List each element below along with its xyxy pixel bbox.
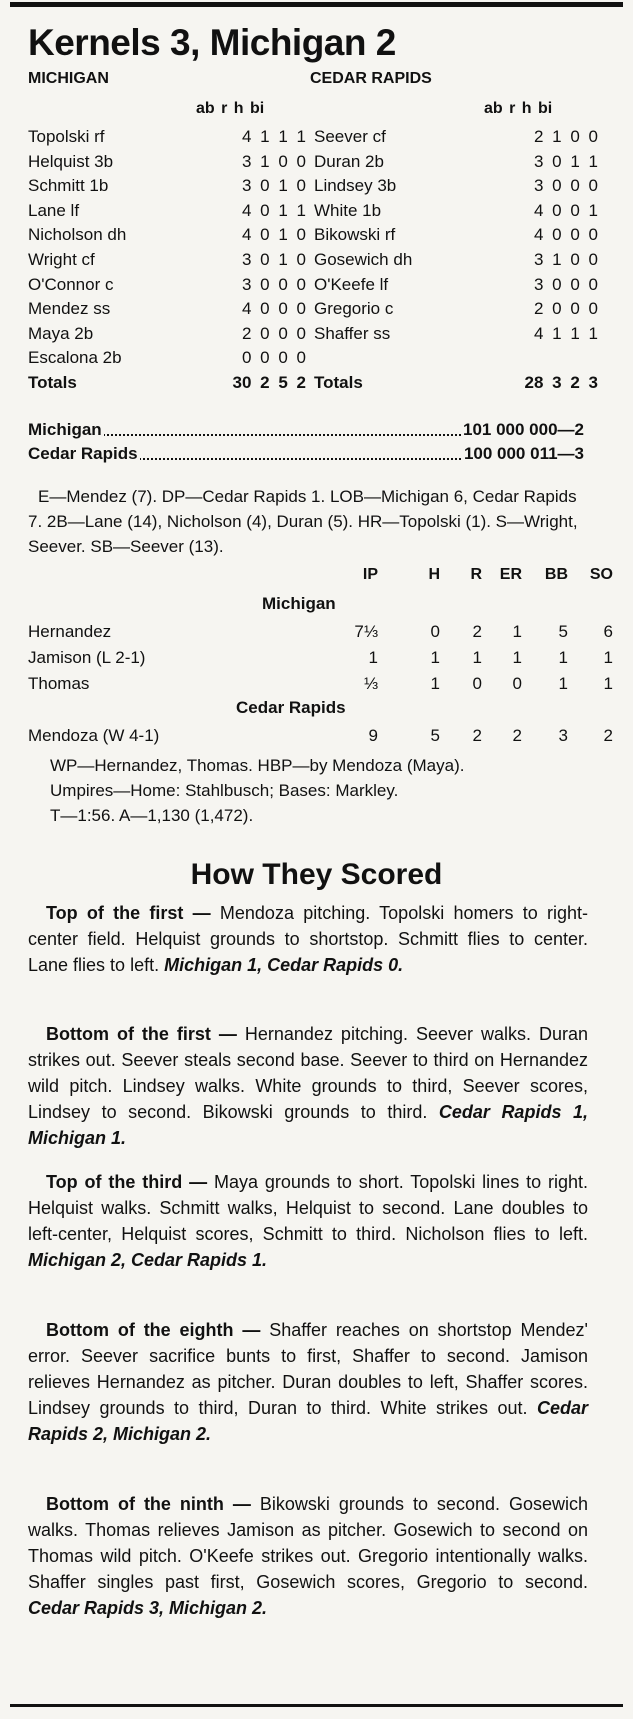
linescore-score: 101 000 000—2 [461,418,584,442]
pitcher-r: 2 [472,622,482,641]
pitcher-bb: 1 [558,648,568,667]
game-notes: E—Mendez (7). DP—Cedar Rapids 1. LOB—Michigan 6, Cedar Rapids 7. 2B—Lane (14), Nicholson (4), Duran (5). HR—Topolski (1). S—Wright, Seever. SB—Seever (13). [28,487,578,556]
pitcher-er: 0 [512,674,522,693]
inning-title: Top of the first — [46,903,211,923]
batter-name: Maya 2b [28,323,94,343]
misc-line-umpires: Umpires—Home: Stahlbusch; Bases: Markley. [50,781,399,800]
inning-play-by-play: Shaffer reaches on shortstop Mendez' error. Seever sacrifice bunts to first, Shaffer to second. Jamison relieves Hernandez as pitcher. Duran doubles to left, Shaffer scores. Lindsey grounds to third, Duran to third. White strikes out. [28,1320,588,1418]
home-team-heading: CEDAR RAPIDS [310,70,432,87]
inning-title: Bottom of the first — [46,1024,237,1044]
linescore-team: Cedar Rapids [28,442,140,466]
misc-line-time-attendance: T—1:56. A—1,130 (1,472). [50,806,254,825]
pitching-team-michigan: Michigan [262,594,336,613]
pitcher-row [28,723,613,748]
home-batting-header: ab r h bi [484,100,553,117]
batter-row [28,296,306,322]
pitcher-name: Thomas [28,674,90,693]
pitcher-so: 1 [603,648,613,667]
batter-row [28,345,306,371]
batter-row [314,296,598,322]
batter-row [28,198,306,224]
inning-score: Michigan 2, Cedar Rapids 1. [28,1250,268,1270]
pitcher-h: 5 [430,726,440,745]
batter-row [28,173,306,199]
inning-score: Cedar Rapids 3, Michigan 2. [28,1598,268,1618]
batter-row [314,149,598,175]
inning-score: Michigan 1, Cedar Rapids 0. [164,955,404,975]
totals-stats: 28 3 2 3 [524,373,598,392]
headline: Kernels 3, Michigan 2 [28,22,396,63]
batter-row [28,222,306,248]
inning-play-by-play: Maya grounds to short. Topolski lines to right. Helquist walks. Schmitt walks, Helquist to second. Lane doubles to left-center, Helquist scores, Schmitt to third. Nicholson flies to left. [28,1172,588,1244]
batter-name: O'Connor c [28,274,114,294]
batter-stats: 4 1 1 1 [242,127,306,146]
pitcher-row [28,645,613,670]
pitcher-bb: 1 [558,674,568,693]
batter-row [314,222,598,248]
batter-stats: 3 0 1 1 [534,151,598,171]
linescore-score: 100 000 011—3 [462,442,584,466]
batter-stats: 2 0 0 0 [534,299,598,319]
pitcher-bb: 3 [558,726,568,745]
inning-paragraph [28,1169,588,1273]
pitcher-name: Hernandez [28,622,112,641]
pitcher-r: 0 [472,674,482,693]
batter-name: Lindsey 3b [314,176,397,196]
how-they-scored-heading: How They Scored [190,858,443,891]
inning-title: Bottom of the eighth — [46,1320,261,1340]
batter-row [314,124,598,150]
top-rule [10,2,623,7]
pitcher-ip: 7⅓ [354,622,378,641]
pitcher-ip: ⅓ [363,674,378,693]
linescore-row-cedar-rapids [28,442,584,466]
batter-row [28,321,306,347]
batter-name: Helquist 3b [28,151,114,171]
batter-stats: 3 1 0 0 [242,151,306,171]
batter-name: Gregorio c [314,299,394,319]
batter-stats: 3 0 0 0 [534,176,598,196]
pitcher-so: 1 [603,674,613,693]
batter-stats: 4 0 0 0 [534,225,598,245]
pitcher-bb: 5 [558,622,568,641]
pitcher-r: 1 [472,648,482,667]
inning-title: Bottom of the ninth — [46,1494,251,1514]
away-batting-header: ab r h bi [196,100,265,117]
batter-name: Seever cf [314,127,386,146]
batter-name: O'Keefe lf [314,274,389,294]
inning-play-by-play: Bikowski grounds to second. Gosewich walks. Thomas relieves Jamison as pitcher. Gosewich to second on Thomas wild pitch. O'Keefe strikes out. Gregorio intentionally walks. Shaffer singles past first, Gosewich scores, Gregorio to second. [28,1494,588,1592]
pitcher-h: 1 [430,648,440,667]
batter-name: Duran 2b [314,151,384,171]
totals-label: Totals [314,373,363,392]
batter-name: Bikowski rf [314,225,396,245]
pitcher-er: 1 [512,648,522,667]
batter-stats: 4 0 0 1 [534,200,598,220]
inning-score: Cedar Rapids 1, Michigan 1. [28,1102,588,1148]
batter-name: Mendez ss [28,299,111,319]
batter-row [314,173,598,199]
pitching-col-so: SO [589,566,613,583]
pitcher-row [28,671,613,696]
batter-stats: 0 0 0 0 [242,348,306,368]
pitcher-er: 1 [512,622,522,641]
batter-name: White 1b [314,200,382,220]
totals-row [28,370,306,396]
pitcher-er: 2 [512,726,522,745]
pitcher-h: 1 [430,674,440,693]
pitching-col-h: H [428,566,440,583]
batter-name: Shaffer ss [314,323,391,343]
bottom-rule [10,1704,623,1707]
linescore-row-michigan [28,418,584,442]
pitcher-h: 0 [430,622,440,641]
batter-stats: 4 0 1 0 [242,225,306,245]
batter-stats: 3 0 1 0 [242,176,306,196]
inning-title: Top of the third — [46,1172,208,1192]
batter-row [28,272,306,298]
batter-row [28,149,306,175]
game-misc [50,753,590,828]
batter-row [28,124,306,150]
batter-stats: 2 0 0 0 [242,323,306,343]
pitcher-name: Jamison (L 2-1) [28,648,146,667]
batter-name: Nicholson dh [28,225,127,245]
batter-stats: 2 1 0 0 [534,127,598,146]
batter-name: Schmitt 1b [28,176,109,196]
inning-play-by-play: Mendoza pitching. Topolski homers to right-center field. Helquist grounds to shortstop. Schmitt flies to center. Lane flies to left. [28,903,588,975]
totals-row [314,370,598,396]
batter-row [314,321,598,347]
batter-stats: 4 0 0 0 [242,299,306,319]
pitcher-row [28,619,613,644]
batter-stats: 4 1 1 1 [534,323,598,343]
inning-paragraph [28,900,588,978]
batter-stats: 3 0 0 0 [242,274,306,294]
batter-name: Escalona 2b [28,348,122,368]
inning-paragraph [28,1491,588,1621]
totals-stats: 30 2 5 2 [232,373,306,392]
pitcher-name: Mendoza (W 4-1) [28,726,160,745]
pitching-col-ip: IP [362,566,378,583]
inning-paragraph [28,1317,588,1447]
pitcher-ip: 1 [368,648,378,667]
inning-paragraph [28,1021,588,1151]
batter-stats: 3 0 1 0 [242,250,306,269]
inning-play-by-play: Hernandez pitching. Seever walks. Duran strikes out. Seever steals second base. Seever to third on Hernandez wild pitch. Lindsey walks. White grounds to third, Seever scores, Lindsey to second. Bikowski grounds to third. [28,1024,588,1122]
pitching-col-r: R [470,566,482,583]
batter-row [314,198,598,224]
batter-name: Topolski rf [28,127,105,146]
away-team-heading: MICHIGAN [28,70,109,87]
batter-stats: 3 0 0 0 [534,274,598,294]
batter-row [314,247,598,273]
pitcher-so: 6 [603,622,613,641]
pitching-col-bb: BB [544,566,568,583]
batter-row [314,272,598,298]
batter-name: Lane lf [28,200,80,220]
batter-name: Gosewich dh [314,250,413,269]
batter-name: Wright cf [28,250,95,269]
inning-score: Cedar Rapids 2, Michigan 2. [28,1398,588,1444]
pitcher-so: 2 [603,726,613,745]
pitcher-r: 2 [472,726,482,745]
pitching-col-er: ER [499,566,522,583]
totals-label: Totals [28,373,77,392]
batter-row [28,247,306,273]
pitching-team-cedar-rapids: Cedar Rapids [236,698,346,717]
batter-stats: 3 1 0 0 [534,250,598,269]
batter-stats: 4 0 1 1 [242,200,306,220]
pitcher-ip: 9 [368,726,378,745]
misc-line-wp-hbp: WP—Hernandez, Thomas. HBP—by Mendoza (Maya). [50,756,465,775]
linescore-team: Michigan [28,418,104,442]
